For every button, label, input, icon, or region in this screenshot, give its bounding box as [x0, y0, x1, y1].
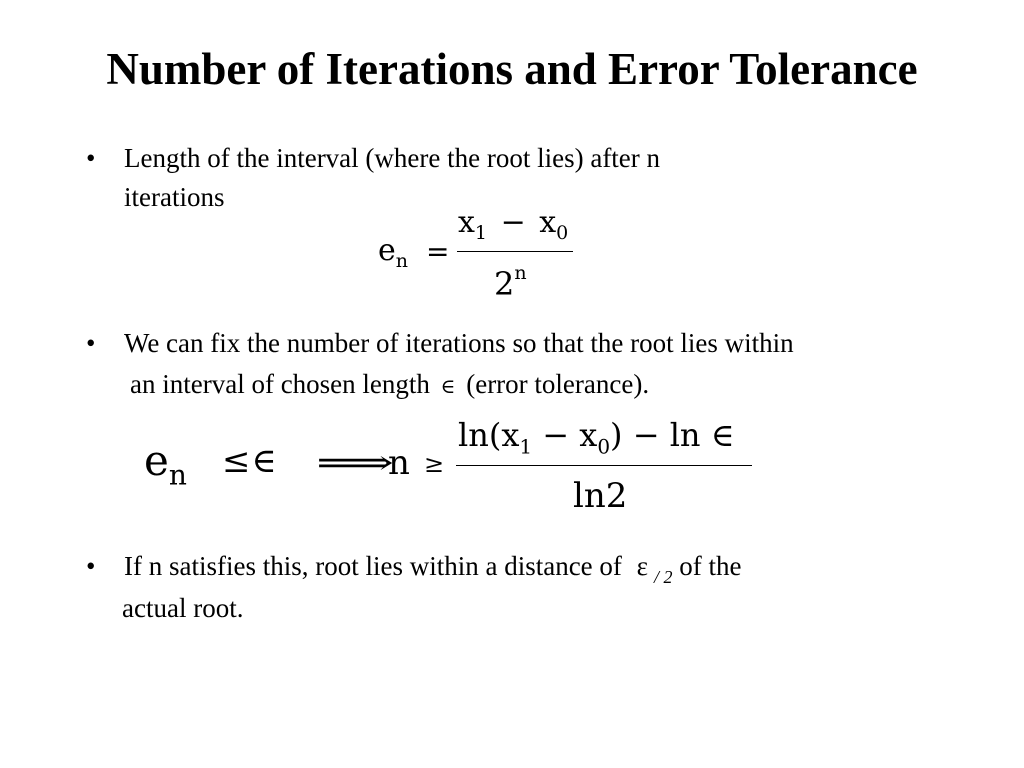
bullet-dot: •: [86, 328, 96, 358]
element-of-symbol: ∈: [440, 374, 456, 398]
bullet-1-line-2: iterations: [124, 182, 225, 212]
formula-1-denominator: [494, 262, 527, 303]
formula-1-x0: x: [539, 205, 557, 240]
formula-2-x0-sub: 0: [597, 434, 611, 459]
bullet-2-line-2-pre: an interval of chosen length: [130, 369, 430, 399]
formula-2-n: n: [388, 443, 410, 483]
formula-1-exponent: n: [514, 262, 527, 284]
bullet-1-line-1: Length of the interval (where the root lies) after n: [124, 143, 661, 173]
formula-2-x1-sub: 1: [519, 434, 533, 459]
formula-1-numerator: [458, 205, 569, 244]
formula-2-fraction-bar: [456, 465, 752, 466]
formula-2-e: e: [144, 436, 169, 485]
formula-2-geq: ≥: [424, 450, 445, 478]
formula-1-fraction-bar: [457, 251, 573, 252]
formula-2-e-sub: n: [168, 458, 187, 492]
formula-2-ln-open: ln(x: [458, 416, 520, 454]
formula-1-equals: =: [426, 235, 450, 268]
formula-2-leq-epsilon: ≤∈: [222, 441, 278, 481]
formula-2-minus-x: − x: [532, 416, 598, 454]
slide-title: Number of Iterations and Error Tolerance: [106, 44, 918, 94]
formula-1-two: 2: [494, 265, 515, 303]
bullet-3-line-1-pre: If n satisfies this, root lies within a distance of: [124, 551, 622, 581]
bullet-2-line-2-post: (error tolerance).: [466, 369, 650, 399]
formula-2-denominator: ln2: [573, 476, 628, 516]
formula-1-e-sub: n: [395, 250, 409, 272]
bullet-3-line-2: actual root.: [122, 593, 244, 623]
epsilon-half-subscript: / 2: [654, 567, 673, 587]
formula-1-x0-sub: 0: [556, 222, 569, 244]
formula-1-lhs: [378, 233, 409, 272]
bullet-2-line-1: We can fix the number of iterations so that the root lies within: [124, 328, 794, 358]
bullet-dot: •: [86, 143, 96, 173]
implies-arrow-icon: ⟹: [316, 443, 394, 483]
formula-1-e: e: [378, 233, 396, 268]
formula-1-x1-sub: 1: [474, 222, 488, 244]
formula-1-x1: x: [458, 205, 475, 240]
formula-1-minus: −: [500, 205, 526, 240]
bullet-2-line-2: [130, 364, 649, 406]
formula-2-ln-close: ) − ln ∈: [610, 416, 735, 454]
epsilon-symbol: ε: [636, 551, 648, 581]
bullet-3-line-1-post: of the: [679, 551, 742, 581]
bullet-dot: •: [86, 551, 96, 581]
formula-2-lhs: [144, 436, 187, 492]
formula-2-numerator: [458, 416, 735, 459]
